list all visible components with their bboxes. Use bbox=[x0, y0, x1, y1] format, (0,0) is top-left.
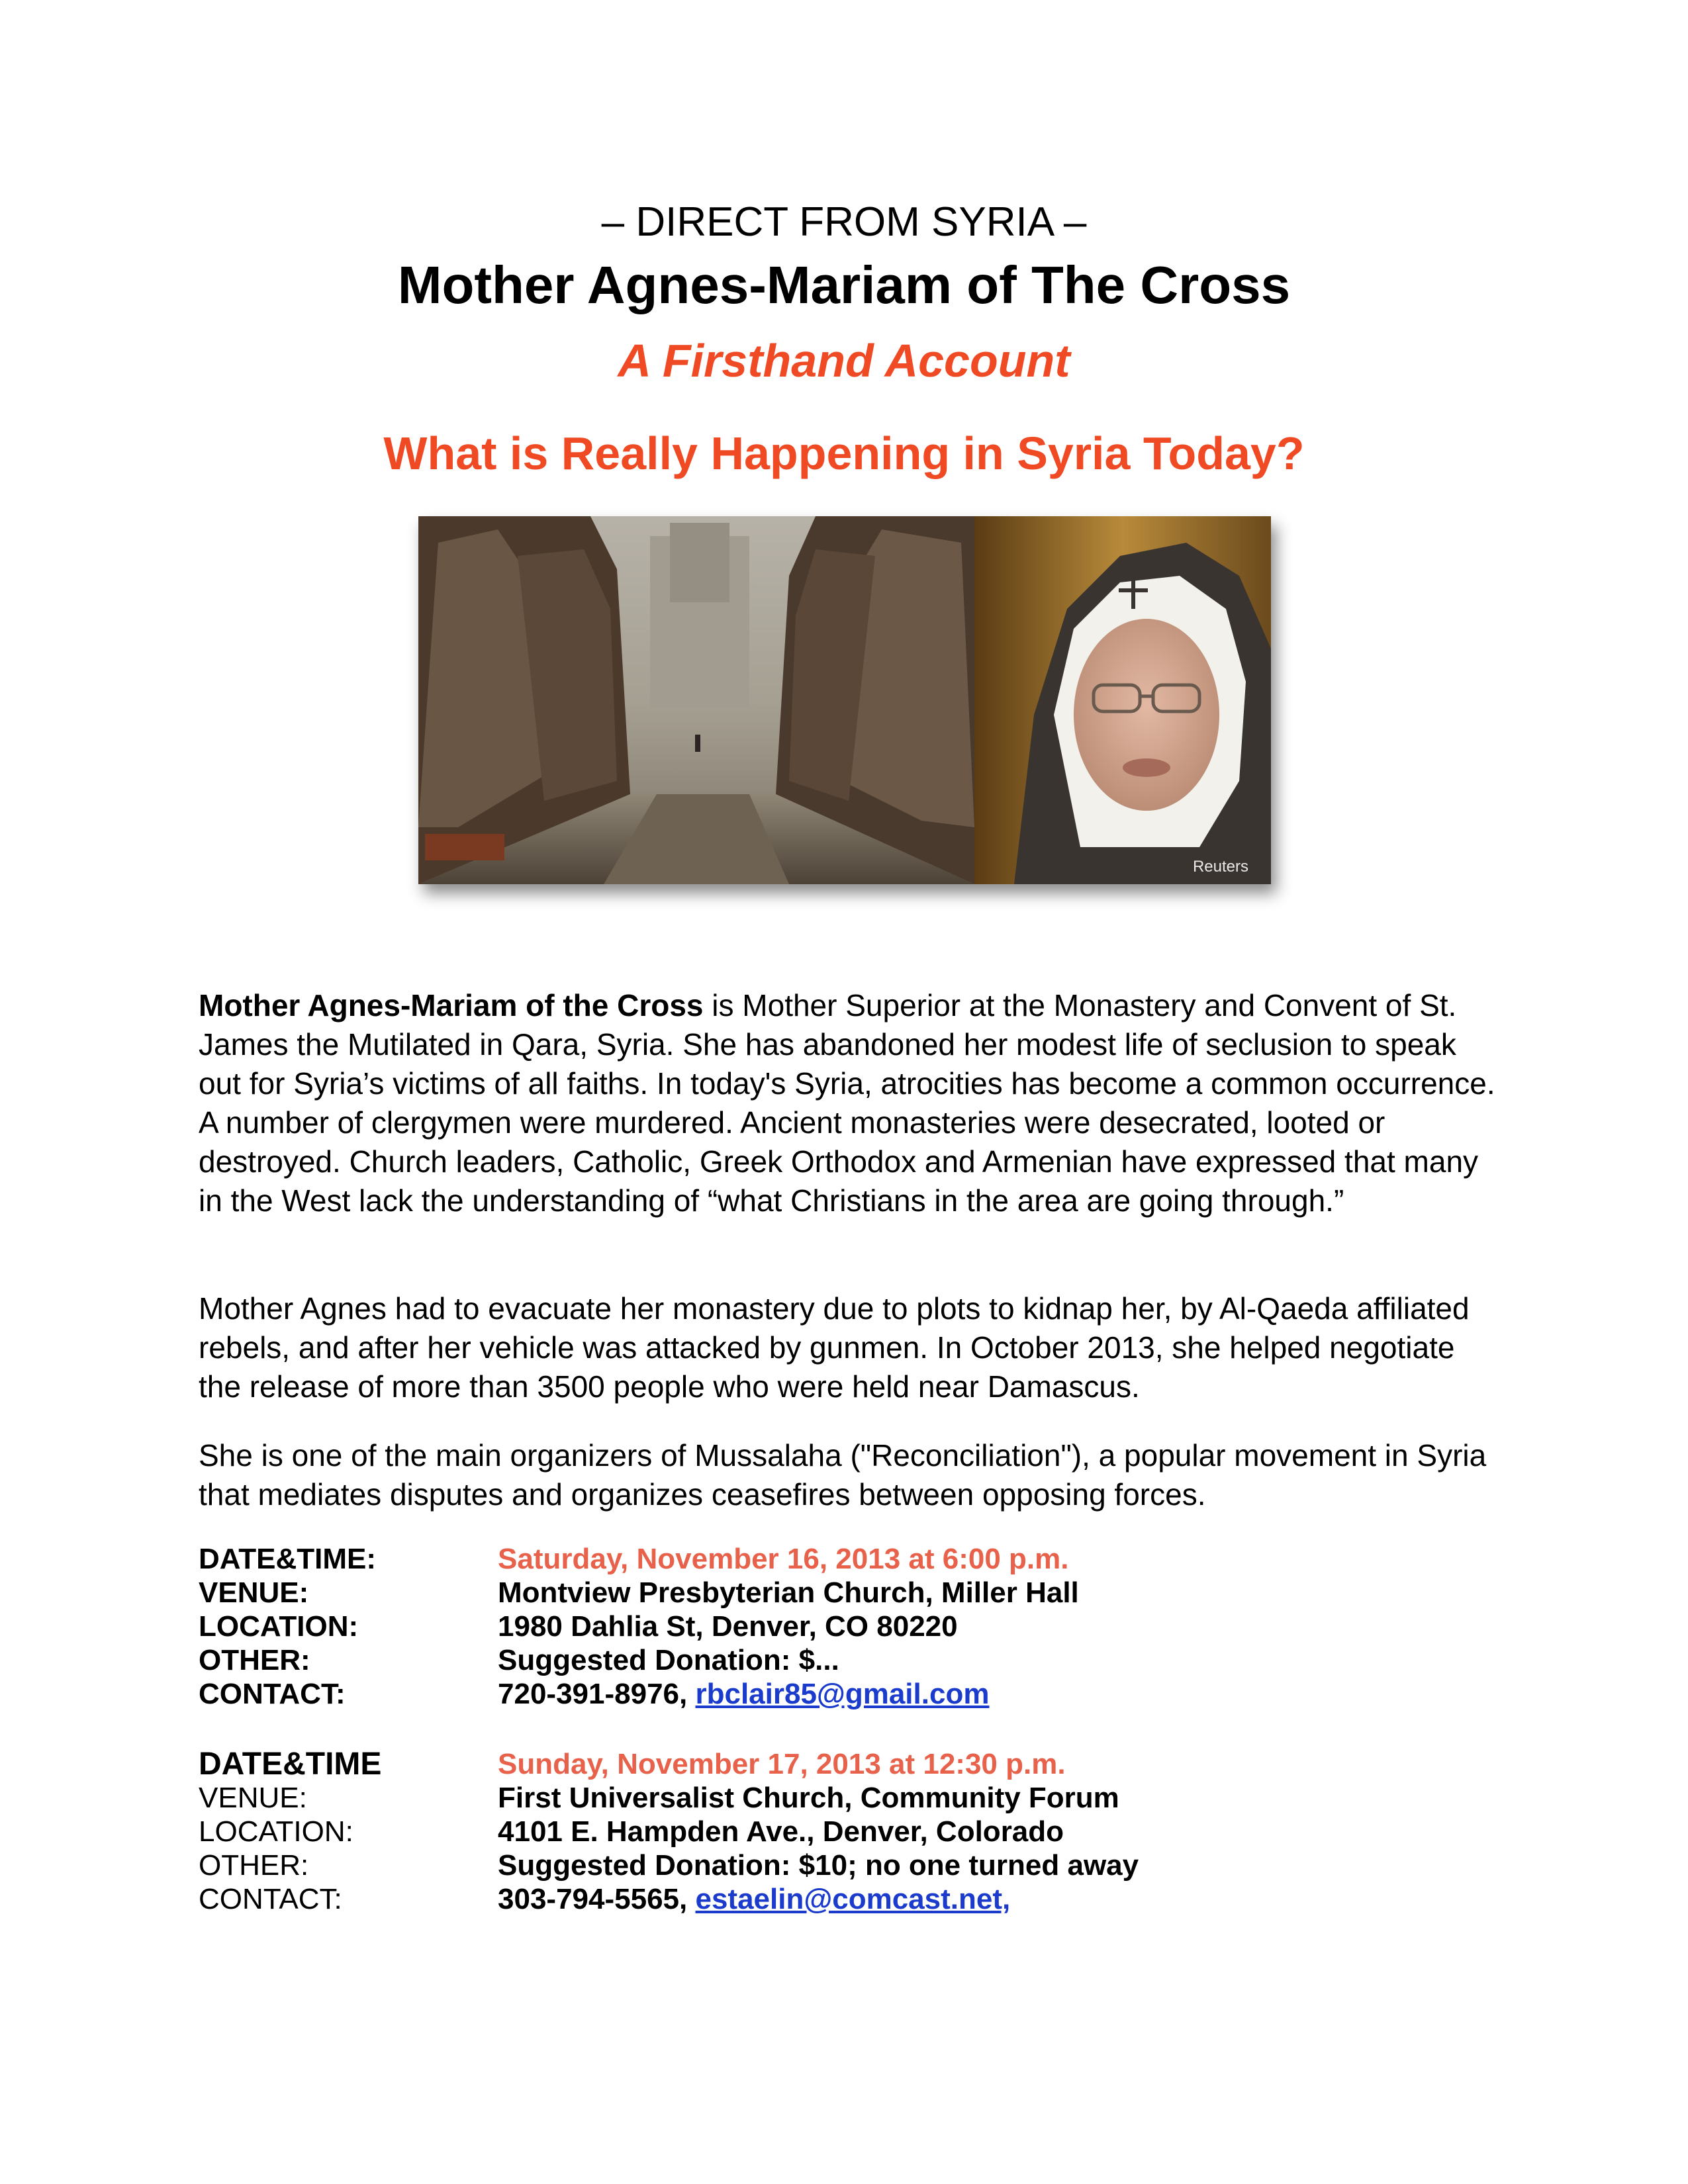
event-venue: First Universalist Church, Community Forum bbox=[498, 1782, 1119, 1814]
event-date: Sunday, November 17, 2013 at 12:30 p.m. bbox=[498, 1748, 1066, 1780]
event-location: 4101 E. Hampden Ave., Denver, Colorado bbox=[498, 1815, 1064, 1848]
event-contact-row bbox=[199, 1882, 1496, 1916]
organizer-paragraph: She is one of the main organizers of Mussalaha ("Reconciliation"), a popular movement in Syria that mediates disputes and organizes ceasefires between opposing forces. bbox=[199, 1438, 1487, 1512]
other-label: OTHER: bbox=[199, 1849, 309, 1882]
event-location: 1980 Dahlia St, Denver, CO 80220 bbox=[498, 1610, 958, 1643]
event-details-2 bbox=[199, 1747, 1496, 1916]
venue-label: VENUE: bbox=[199, 1576, 309, 1609]
event-date-row bbox=[199, 1542, 1496, 1576]
event-other: Suggested Donation: $10; no one turned away bbox=[498, 1849, 1139, 1882]
header-photo bbox=[418, 516, 1271, 884]
event-contact bbox=[498, 1882, 1010, 1916]
ruined-street-and-portrait-image bbox=[418, 516, 1271, 884]
event-contact bbox=[498, 1677, 989, 1711]
event-details-1 bbox=[199, 1542, 1496, 1711]
other-label: OTHER: bbox=[199, 1644, 310, 1676]
contact-label: CONTACT: bbox=[199, 1678, 346, 1710]
contact-label: CONTACT: bbox=[199, 1883, 342, 1915]
bio-paragraph-text: is Mother Superior at the Monastery and Convent of St. James the Mutilated in Qara, Syria. She has abandoned her modest life of seclusion to speak out for Syria’s victims of all faiths. In today's Syria, atrocities has become a common occurrence. A number of clergymen were murdered. Ancient monasteries were desecrated, looted or destroyed. Church leaders, Catholic, Greek Orthodox and Armenian have expressed that many in the West lack the understanding of “what Christians in the area are going through.” bbox=[199, 988, 1495, 1218]
date-label: DATE&TIME: bbox=[199, 1543, 377, 1575]
event-location-row bbox=[199, 1610, 1496, 1643]
event-other: Suggested Donation: $... bbox=[498, 1644, 839, 1676]
location-label: LOCATION: bbox=[199, 1815, 353, 1848]
photo-credit: Reuters bbox=[1192, 858, 1248, 876]
event-date-row bbox=[199, 1747, 1496, 1781]
contact-phone: 303-794-5565, bbox=[498, 1883, 696, 1915]
evacuation-paragraph: Mother Agnes had to evacuate her monastery due to plots to kidnap her, by Al-Qaeda affiliated rebels, and after her vehicle was attacked by gunmen. In October 2013, she helped negotiate the release of more than 3500 people who were held near Damascus. bbox=[199, 1291, 1470, 1404]
headline-question: What is Really Happening in Syria Today? bbox=[383, 428, 1305, 479]
event-venue-row bbox=[199, 1781, 1496, 1815]
event-other-row bbox=[199, 1848, 1496, 1882]
event-location-row bbox=[199, 1815, 1496, 1848]
event-date: Saturday, November 16, 2013 at 6:00 p.m. bbox=[498, 1543, 1069, 1575]
event-contact-row bbox=[199, 1677, 1496, 1711]
event-other-row bbox=[199, 1643, 1496, 1677]
event-venue: Montview Presbyterian Church, Miller Hall bbox=[498, 1576, 1079, 1609]
event-venue-row bbox=[199, 1576, 1496, 1610]
bio-lead-name: Mother Agnes-Mariam of the Cross bbox=[199, 988, 704, 1023]
kicker-heading: – DIRECT FROM SYRIA – bbox=[601, 199, 1087, 245]
venue-label: VENUE: bbox=[199, 1782, 307, 1814]
page-title: Mother Agnes-Mariam of The Cross bbox=[397, 255, 1291, 314]
contact-email-link[interactable]: rbclair85@gmail.com bbox=[695, 1678, 990, 1710]
page-subtitle: A Firsthand Account bbox=[618, 335, 1070, 387]
bio-paragraph bbox=[199, 986, 1496, 1220]
location-label: LOCATION: bbox=[199, 1610, 359, 1643]
contact-phone: 720-391-8976, bbox=[498, 1678, 696, 1710]
contact-email-link[interactable]: estaelin@comcast.net, bbox=[695, 1883, 1011, 1915]
date-label: DATE&TIME bbox=[199, 1747, 382, 1782]
